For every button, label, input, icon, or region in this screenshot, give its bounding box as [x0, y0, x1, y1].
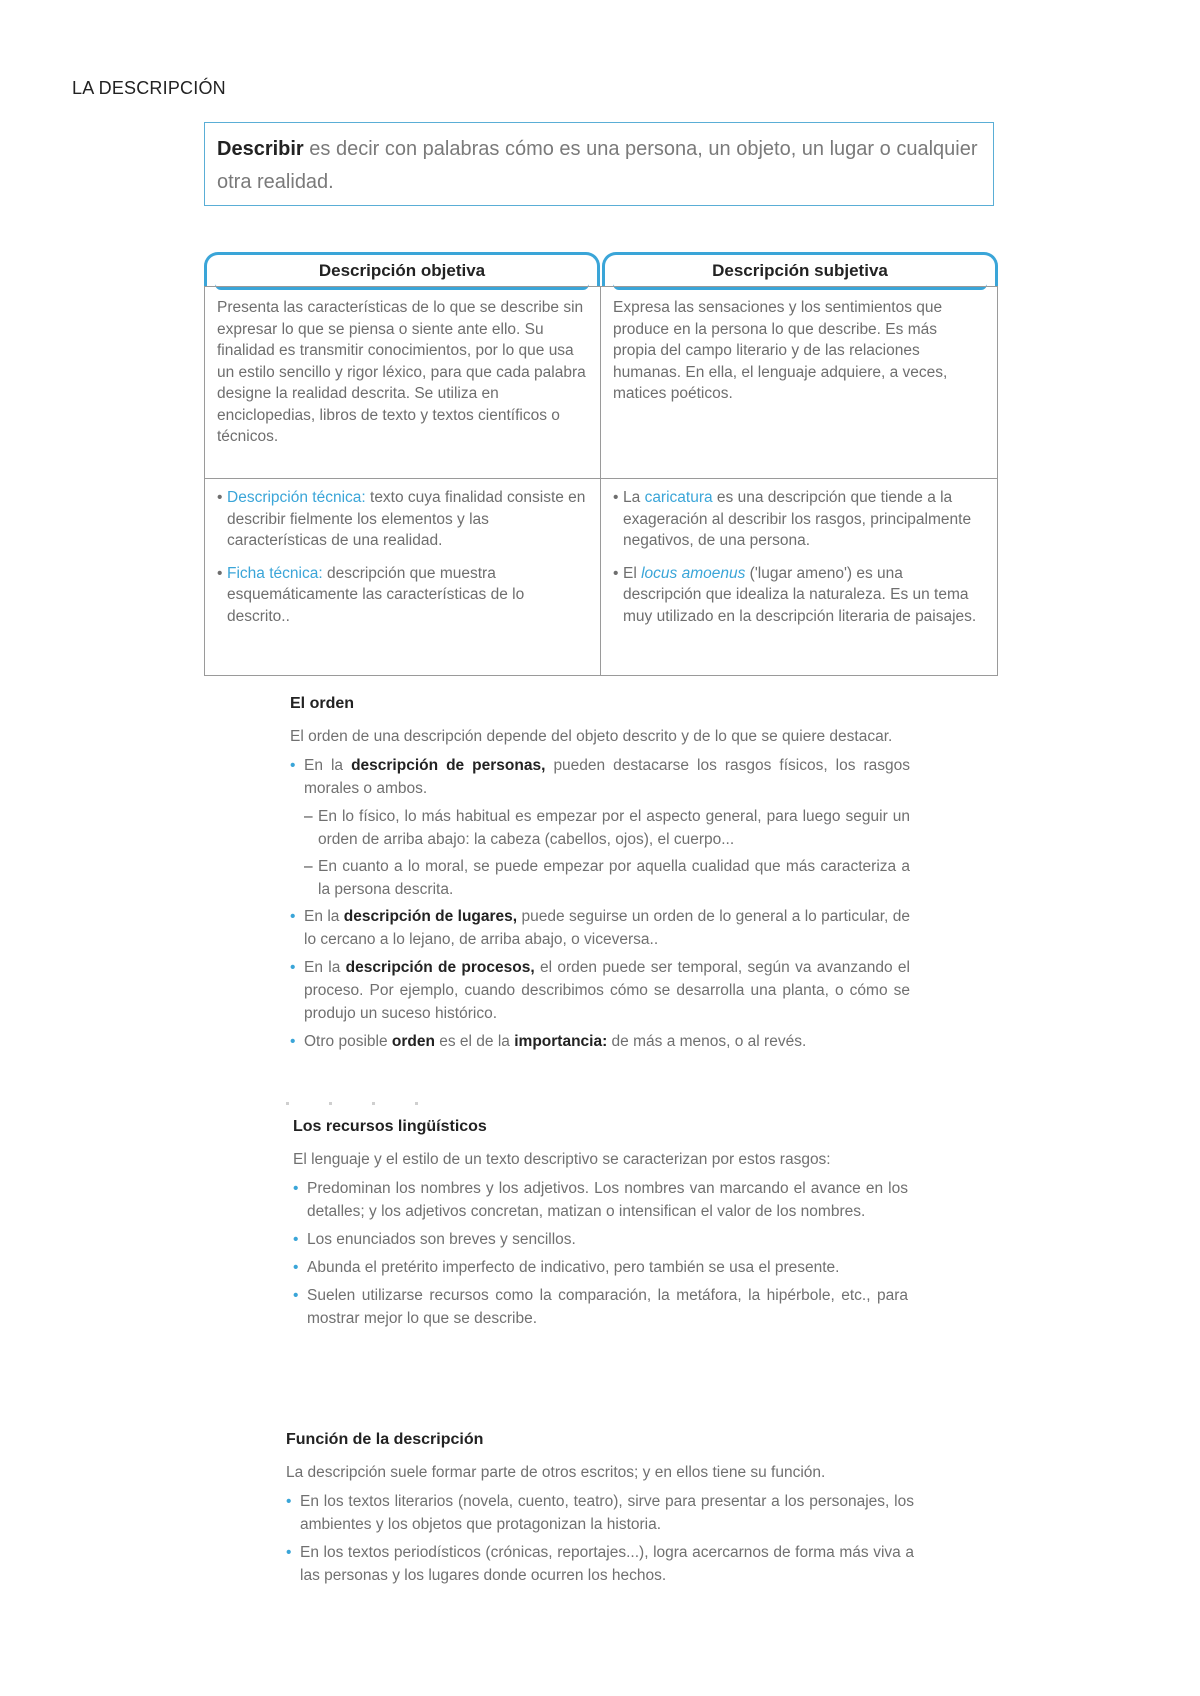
header-subjective: Descripción subjetiva: [602, 252, 998, 286]
list-item: • En la descripción de lugares, puede seguirse un orden de lo general a lo particular, de lo cercano a lo lejano, de arriba abajo, o viceversa..: [290, 905, 910, 951]
sub-list-item: – En lo físico, lo más habitual es empezar por el aspecto general, para luego seguir un orden de arriba abajo: la cabeza (cabellos, ojos), el cuerpo...: [290, 805, 910, 851]
objective-description: Presenta las características de lo que se describe sin expresar lo que se piensa o siente ante ello. Su finalidad es transmitir conocimientos, por lo que usa un estilo sencillo y rigor léxico, para que cada palabra designe la realidad descrita. Se utiliza en enciclopedias, libros de texto y textos científicos o técnicos.: [217, 299, 586, 445]
sub-list-item: – En cuanto a lo moral, se puede empezar por aquella cualidad que más caracteriza a la persona descrita.: [290, 855, 910, 901]
table-grid: [204, 286, 998, 676]
header-objective: Descripción objetiva: [204, 252, 600, 286]
list-item: • Abunda el pretérito imperfecto de indicativo, pero también se usa el presente.: [293, 1256, 908, 1279]
row-divider: [205, 478, 997, 479]
list-item: • Suelen utilizarse recursos como la comparación, la metáfora, la hipérbole, etc., para mostrar mejor lo que se describe.: [293, 1284, 908, 1330]
list-item: • El locus amoenus ('lugar ameno') es una descripción que idealiza la naturaleza. Es un tema muy utilizado en la descripción literaria de paisajes.: [613, 563, 984, 628]
section-intro: La descripción suele formar parte de otros escritos; y en ellos tiene su función.: [286, 1464, 826, 1481]
list-item: • La caricatura es una descripción que tiende a la exageración al describir los rasgos, principalmente negativos, de una persona.: [613, 487, 984, 552]
list-item: • Predominan los nombres y los adjetivos. Los nombres van marcando el avance en los detalles; y los adjetivos concretan, matizan o intensifican el valor de los nombres.: [293, 1177, 908, 1223]
list-item: • Ficha técnica: descripción que muestra esquemáticamente las características de lo descrito..: [217, 563, 588, 628]
section-intro: El lenguaje y el estilo de un texto descriptivo se caracterizan por estos rasgos:: [293, 1151, 831, 1168]
list-item: • Otro posible orden es el de la importancia: de más a menos, o al revés.: [290, 1030, 910, 1053]
term-descripcion-tecnica: Descripción técnica:: [227, 489, 366, 506]
definition-term: Describir: [217, 138, 304, 160]
section-intro: El orden de una descripción depende del objeto descrito y de lo que se quiere destacar.: [290, 728, 893, 745]
list-item: • Los enunciados son breves y sencillos.: [293, 1228, 908, 1251]
definition-box: [204, 122, 994, 206]
list-item: • En los textos literarios (novela, cuento, teatro), sirve para presentar a los personajes, los ambientes y los objetos que protagonizan la historia.: [286, 1490, 914, 1536]
section-funcion: [286, 1428, 914, 1592]
list-item: • En la descripción de personas, pueden destacarse los rasgos físicos, los rasgos morales o ambos.: [290, 754, 910, 800]
faint-artifact: [286, 1092, 486, 1095]
list-item: • Descripción técnica: texto cuya finalidad consiste en describir fielmente los elementos y las características de una realidad.: [217, 487, 588, 552]
section-title: El orden: [290, 695, 355, 712]
list-item: • En la descripción de procesos, el orden puede ser temporal, según va avanzando el proceso. Por ejemplo, cuando describimos cómo se desarrolla una planta, o cómo se produjo un suceso histórico.: [290, 956, 910, 1025]
subjective-types: [601, 487, 996, 638]
section-title: Los recursos lingüísticos: [293, 1118, 487, 1135]
term-ficha-tecnica: Ficha técnica:: [227, 564, 323, 582]
objective-types: [205, 487, 600, 638]
section-recursos: [293, 1115, 908, 1335]
comparison-table: [204, 252, 998, 676]
definition-text: es decir con palabras cómo es una persona, un objeto, un lugar o cualquier otra realidad.: [217, 138, 978, 193]
section-orden: [290, 692, 910, 1058]
term-caricatura: caricatura: [644, 489, 713, 506]
subjective-description: Expresa las sensaciones y los sentimientos que produce en la persona lo que describe. Es más propia del campo literario y de las relaciones humanas. En ella, el lenguaje adquiere, a veces, matices poéticos.: [613, 299, 948, 402]
page-title: LA DESCRIPCIÓN: [72, 78, 226, 98]
term-locus-amoenus: locus amoenus: [641, 564, 746, 582]
section-title: Función de la descripción: [286, 1431, 484, 1448]
list-item: • En los textos periodísticos (crónicas, reportajes...), logra acercarnos de forma más viva a las personas y los lugares donde ocurren los hechos.: [286, 1541, 914, 1587]
